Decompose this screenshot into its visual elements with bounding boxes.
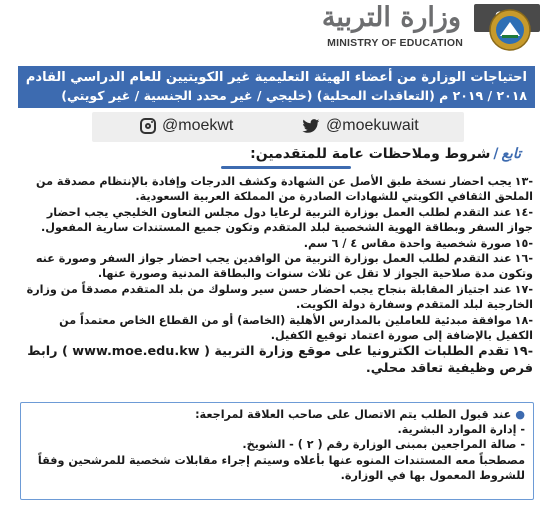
instagram-icon <box>140 118 156 134</box>
contact-line: - صالة المراجعين بمبنى الوزارة رقم ( ٢ ) - الشويخ. <box>242 438 525 452</box>
banner-line-1-post: للعام الدراسي القادم <box>25 70 166 85</box>
contact-line: مصطحباً معه المستندات المنوه عنها بأعلاه وسيتم إجراء مقابلات شخصية للمرشحين وفقاً للشروط المعمول بها في الوزارة. <box>37 453 525 482</box>
ministry-name-ar: وزارة التربية <box>321 2 461 33</box>
social-bar <box>92 112 464 142</box>
header <box>0 0 551 62</box>
contact-line: - إدارة الموارد البشرية. <box>397 423 525 437</box>
instagram-handle: @moekwt <box>162 117 234 134</box>
contact-box <box>20 402 534 500</box>
instagram-link[interactable] <box>140 117 233 135</box>
conditions-list <box>20 174 533 377</box>
title-banner <box>18 66 535 108</box>
list-item: -١٨موافقة مبدئية للعاملين بالمدارس الأهلية (الخاصة) أو من القطاع الخاص معتمداً من الكفيل بالإضافة إلى صورة اعتماد توقيع الكفيل. <box>59 313 533 343</box>
banner-line-1-pre: احتياجات الوزارة من أعضاء الهيئة التعليمية <box>250 70 527 85</box>
banner-highlight: غير الكويتيين <box>165 70 251 85</box>
heading-underline <box>221 166 351 169</box>
twitter-link[interactable] <box>302 117 419 135</box>
list-item: -١٦عند التقدم لطلب العمل بوزارة التربية من الوافدين يجب احضار جواز السفر وصورة عنه وتكون مدة صلاحية الجواز لا تقل عن ثلاث سنوات والبطاقة المدنية وصورة عنها. <box>35 252 533 281</box>
section-heading: تابع/شروط وملاحظات عامة للمتقدمين: <box>250 146 521 162</box>
ministry-emblem-icon <box>488 8 532 52</box>
list-item: -١٩تقدم الطلبات الكترونيا على موقع وزارة التربية ( www.moe.edu.kw ) رابط فرص وظيفية تعاقد محلي. <box>27 344 533 377</box>
ministry-name-en: MINISTRY OF EDUCATION <box>327 37 463 49</box>
list-item: -١٣يجب احضار نسخة طبق الأصل عن الشهادة وكشف الدرجات وإفادة بالإنتظام مصدقة من الملحق الثقافي الكويتي للشهادات الصادرة من المملكة العربية السعودية. <box>36 175 533 204</box>
section-title: شروط وملاحظات عامة للمتقدمين: <box>250 146 491 162</box>
list-item: -١٤عند التقدم لطلب العمل بوزارة التربية لرعايا دول مجلس التعاون الخليجي يجب احضار جواز السفر وبطاقة الهوية الشخصية لبلد المتقدم وتكون جميع المستندات سارية المفعول. <box>41 205 533 235</box>
list-item: -١٥صورة شخصية واحدة مقاس ٤ / ٦ سم. <box>303 236 533 250</box>
banner-line-1 <box>26 68 527 87</box>
section-followup: تابع <box>501 146 521 162</box>
twitter-icon <box>302 119 320 134</box>
banner-line-2: ٢٠١٨ / ٢٠١٩ م (التعاقدات المحلية) (خليجي / غير محدد الجنسية / غير كويتي) <box>61 88 527 103</box>
twitter-handle: @moekuwait <box>326 117 419 134</box>
contact-title: ●عند قبول الطلب يتم الاتصال على صاحب العلاقة لمراجعة: <box>195 408 525 421</box>
list-item: -١٧عند اجتياز المقابلة بنجاح يجب احضار حسن سير وسلوك من بلد المتقدم مصدقاً من وزارة الخارجية لبلد المتقدم وسفارة دولة الكويت. <box>26 282 533 312</box>
